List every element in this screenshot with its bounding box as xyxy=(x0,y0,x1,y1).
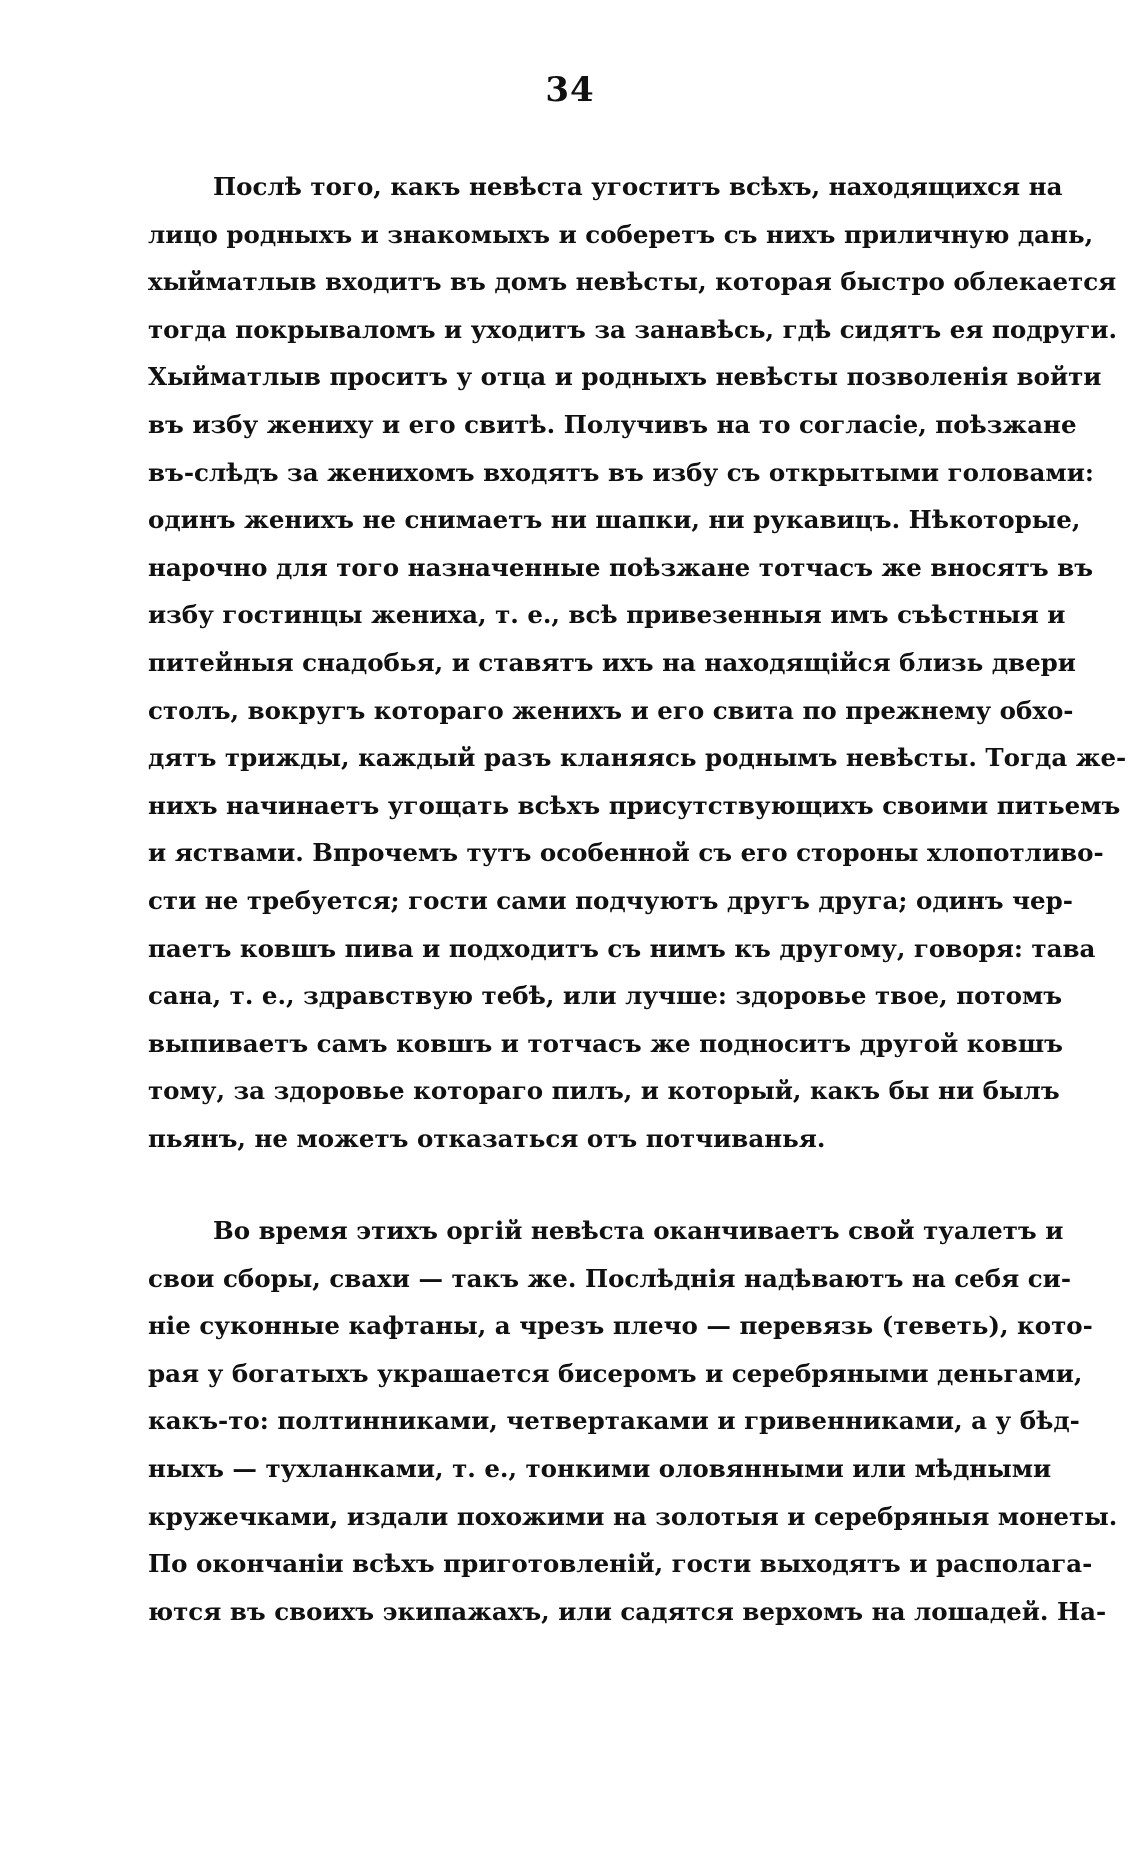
text-line: паетъ ковшъ пива и подходитъ съ нимъ къ другому, говоря: тава xyxy=(148,933,1096,963)
text-line: нарочно для того назначенные поѣзжане тотчасъ же вносятъ въ xyxy=(148,552,1094,582)
text-line: По окончаніи всѣхъ приготовленій, гости выходятъ и располага- xyxy=(148,1549,1093,1579)
text-line: пьянъ, не можетъ отказаться отъ потчиванья. xyxy=(148,1123,826,1153)
text-line: столъ, вокругъ котораго женихъ и его свита по прежнему обхо- xyxy=(148,695,1074,725)
text-line: питейныя снадобья, и ставятъ ихъ на находящійся близь двери xyxy=(148,647,1076,677)
text-line: рая у богатыхъ украшается бисеромъ и серебряными деньгами, xyxy=(148,1358,1083,1388)
text-line: въ избу жениху и его свитѣ. Получивъ на то согласіе, поѣзжане xyxy=(148,409,1077,439)
text-line: одинъ женихъ не снимаетъ ни шапки, ни рукавицъ. Нѣкоторые, xyxy=(148,505,1081,535)
text-line: дятъ трижды, каждый разъ кланяясь роднымъ невѣсты. Тогда же- xyxy=(148,743,1127,773)
text-line: Хыйматлыв проситъ у отца и родныхъ невѣсты позволенія войти xyxy=(148,362,1102,392)
text-line: выпиваетъ самъ ковшъ и тотчасъ же подноситъ другой ковшъ xyxy=(148,1028,1063,1058)
paragraph-2 xyxy=(148,1207,1118,1635)
text-line: лицо родныхъ и знакомыхъ и соберетъ съ нихъ приличную дань, xyxy=(148,219,1094,249)
page-number: 34 xyxy=(545,70,595,110)
paragraph-1 xyxy=(148,163,1127,1162)
text-line: избу гостинцы жениха, т. е., всѣ привезенныя имъ съѣстныя и xyxy=(148,600,1066,630)
text-line: сана, т. е., здравствую тебѣ, или лучше: здоровье твое, потомъ xyxy=(148,981,1063,1011)
text-line: тогда покрываломъ и уходитъ за занавѣсь, гдѣ сидятъ ея подруги. xyxy=(148,314,1118,344)
text-line: ются въ своихъ экипажахъ, или садятся верхомъ на лошадей. На- xyxy=(148,1596,1107,1626)
text-line: свои сборы, свахи — такъ же. Послѣднія надѣваютъ на себя си- xyxy=(148,1263,1071,1293)
text-line: тому, за здоровье котораго пилъ, и который, какъ бы ни былъ xyxy=(148,1076,1060,1106)
text-line: хыйматлыв входитъ въ домъ невѣсты, которая быстро облекается xyxy=(148,267,1117,297)
text-line: Послѣ того, какъ невѣста угоститъ всѣхъ, находящихся на xyxy=(213,172,1063,201)
text-line: сти не требуется; гости сами подчуютъ другъ друга; одинъ чер- xyxy=(148,885,1073,915)
text-line: какъ-то: полтинниками, четвертаками и гривенниками, а у бѣд- xyxy=(148,1406,1080,1436)
text-line: кружечками, издали похожими на золотыя и серебряныя монеты. xyxy=(148,1501,1118,1531)
text-line: ныхъ — тухланками, т. е., тонкими оловянными или мѣдными xyxy=(148,1453,1052,1483)
text-line: въ-слѣдъ за женихомъ входятъ въ избу съ открытыми головами: xyxy=(148,457,1094,487)
text-line: нихъ начинаетъ угощать всѣхъ присутствующихъ своими питьемъ xyxy=(148,790,1121,820)
text-line: Во время этихъ оргій невѣста оканчиваетъ свой туалетъ и xyxy=(213,1216,1064,1245)
text-line: и яствами. Впрочемъ тутъ особенной съ его стороны хлопотливо- xyxy=(148,838,1104,868)
text-line: ніе суконные кафтаны, а чрезъ плечо — перевязь (теветь), кото- xyxy=(148,1311,1093,1341)
